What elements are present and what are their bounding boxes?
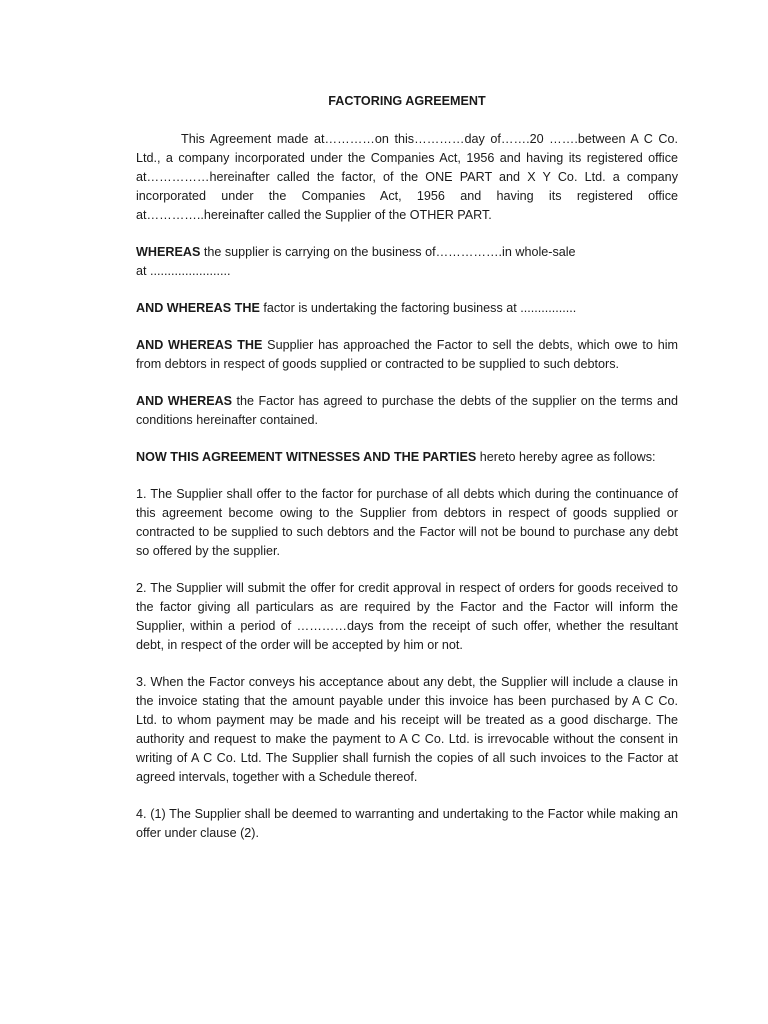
witness-lead: NOW THIS AGREEMENT WITNESSES AND THE PARTIES (136, 450, 477, 464)
clause-4: 4. (1) The Supplier shall be deemed to warranting and undertaking to the Factor while making an offer under clause (2). (136, 807, 678, 840)
recital-whereas-approach (136, 336, 678, 374)
recital-text: the supplier is carrying on the business of…………….in whole-sale (200, 245, 576, 259)
clause-1: 1. The Supplier shall offer to the factor for purchase of all debts which during the continuance of this agreement become owing to the Supplier from debtors in respect of goods supplied or contracted to be supplied to such debtors and the Factor will not be bound to purchase any debt so offered by the supplier. (136, 487, 678, 558)
document-body (136, 92, 678, 861)
recital-lead: WHEREAS (136, 245, 201, 259)
recital-text-continued: at ....................... (136, 264, 231, 278)
recital-text: factor is undertaking the factoring business at ................ (259, 301, 577, 315)
intro-paragraph: This Agreement made at…………on this…………day of…….20 …….between A C Co. Ltd., a company incorporated under the Companies Act, 1956 and having its registered office at……………hereinafter called the factor, of the ONE PART and X Y Co. Ltd. a company incorporated under the Companies Act, 1956 and having its registered office at…………..hereinafter called the Supplier of the OTHER PART. (136, 132, 678, 222)
recital-lead: AND WHEREAS THE (136, 301, 260, 315)
recital-lead: AND WHEREAS (136, 394, 233, 408)
recital-whereas-business (136, 243, 678, 281)
witness-paragraph (136, 448, 678, 467)
clause-2: 2. The Supplier will submit the offer for credit approval in respect of orders for goods received to the factor giving all particulars as are required by the Factor and the Factor will inform the Supplier, within a period of …………days from the receipt of such offer, whether the resultant debt, in respect of the order will be accepted by him or not. (136, 581, 678, 652)
recital-whereas-agreed (136, 392, 678, 430)
witness-text: hereto hereby agree as follows: (476, 450, 656, 464)
clause-3: 3. When the Factor conveys his acceptance about any debt, the Supplier will include a clause in the invoice stating that the amount payable under this invoice has been purchased by A C Co. Ltd. to whom payment may be made and his receipt will be treated as a good discharge. The authority and request to make the payment to A C Co. Ltd. is irrevocable without the consent in writing of A C Co. Ltd. The Supplier shall furnish the copies of all such invoices to the Factor at agreed intervals, together with a Schedule thereof. (136, 675, 678, 784)
recital-whereas-factoring (136, 299, 678, 318)
recital-text: Supplier has approached the Factor to sell the debts, which owe to him from debtors in respect of goods supplied or contracted to be supplied to such debtors. (136, 338, 678, 371)
recital-lead: AND WHEREAS THE (136, 338, 263, 352)
recital-text: the Factor has agreed to purchase the debts of the supplier on the terms and conditions hereinafter contained. (136, 394, 679, 427)
document-title: FACTORING AGREEMENT (328, 94, 486, 108)
